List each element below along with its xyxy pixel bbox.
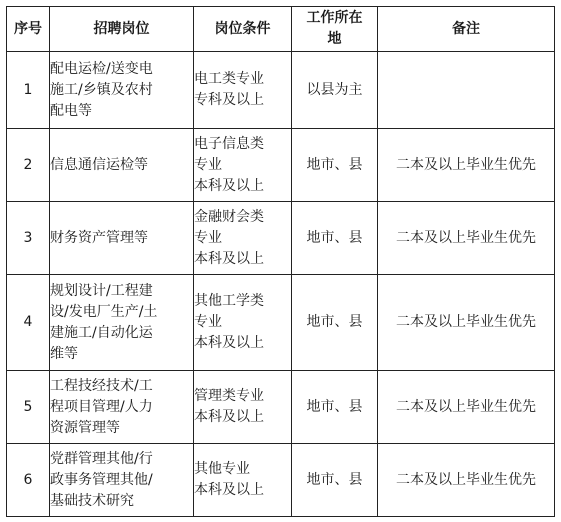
row-num: 5 — [7, 371, 50, 444]
row-num: 1 — [7, 52, 50, 129]
row-position: 配电运检/送变电 施工/乡镇及农村 配电等 — [50, 52, 194, 129]
row-note: 二本及以上毕业生优先 — [378, 275, 555, 371]
row-conditions: 其他工学类 专业 本科及以上 — [194, 275, 292, 371]
row-position: 信息通信运检等 — [50, 129, 194, 202]
row-note — [378, 52, 555, 129]
table-row — [7, 129, 555, 202]
table-header-row — [7, 7, 555, 52]
header-note: 备注 — [378, 7, 555, 52]
row-num: 2 — [7, 129, 50, 202]
header-conditions: 岗位条件 — [194, 7, 292, 52]
row-conditions: 管理类专业 本科及以上 — [194, 371, 292, 444]
header-location: 工作所在 地 — [292, 7, 378, 52]
row-conditions: 金融财会类 专业 本科及以上 — [194, 202, 292, 275]
row-position: 财务资产管理等 — [50, 202, 194, 275]
row-position: 工程技经技术/工 程项目管理/人力 资源管理等 — [50, 371, 194, 444]
table-row — [7, 444, 555, 517]
row-location: 地市、县 — [292, 275, 378, 371]
table-row — [7, 371, 555, 444]
row-num: 6 — [7, 444, 50, 517]
row-num: 4 — [7, 275, 50, 371]
table-row — [7, 275, 555, 371]
row-note: 二本及以上毕业生优先 — [378, 444, 555, 517]
row-position: 规划设计/工程建 设/发电厂生产/土 建施工/自动化运 维等 — [50, 275, 194, 371]
row-note: 二本及以上毕业生优先 — [378, 129, 555, 202]
row-location: 地市、县 — [292, 444, 378, 517]
table-row — [7, 202, 555, 275]
row-conditions: 电子信息类 专业 本科及以上 — [194, 129, 292, 202]
row-location: 地市、县 — [292, 371, 378, 444]
header-num: 序号 — [7, 7, 50, 52]
row-location: 地市、县 — [292, 202, 378, 275]
row-note: 二本及以上毕业生优先 — [378, 202, 555, 275]
row-location: 地市、县 — [292, 129, 378, 202]
row-note: 二本及以上毕业生优先 — [378, 371, 555, 444]
row-conditions: 其他专业 本科及以上 — [194, 444, 292, 517]
row-position: 党群管理其他/行 政事务管理其他/ 基础技术研究 — [50, 444, 194, 517]
row-location: 以县为主 — [292, 52, 378, 129]
header-position: 招聘岗位 — [50, 7, 194, 52]
table-row — [7, 52, 555, 129]
row-conditions: 电工类专业 专科及以上 — [194, 52, 292, 129]
recruitment-table — [6, 6, 555, 517]
row-num: 3 — [7, 202, 50, 275]
